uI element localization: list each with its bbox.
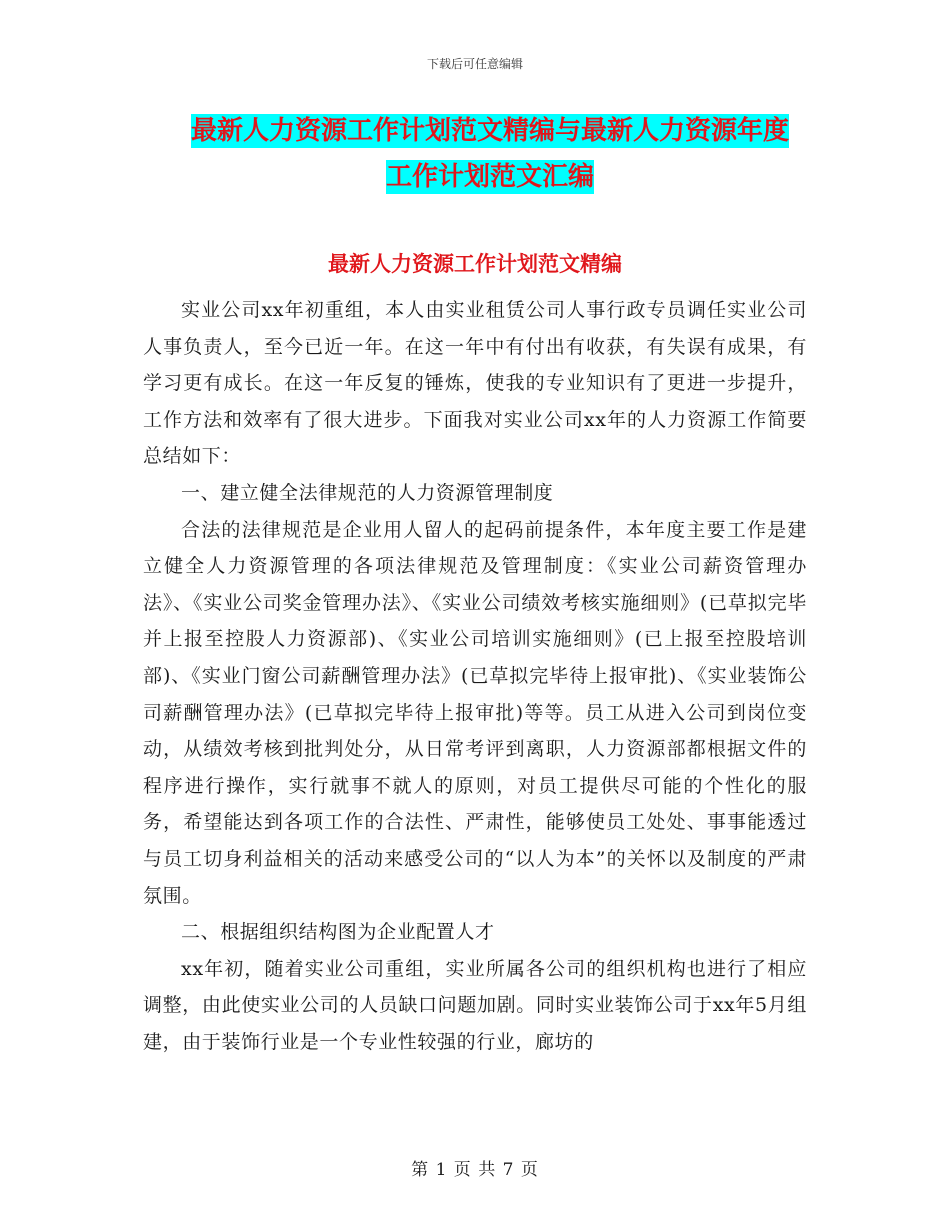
heading-item-1: 一、建立健全法律规范的人力资源管理制度 [181, 481, 554, 504]
document-title-line-2: 工作计划范文汇编 [385, 162, 594, 192]
document-body [143, 292, 807, 1060]
document-title-line-1: 最新人力资源工作计划范文精编与最新人力资源年度 [190, 116, 789, 146]
heading-item-2: 二、根据组织结构图为企业配置人才 [181, 921, 495, 944]
paragraph-item-2: xx年初，随着实业公司重组，实业所属各公司的组织机构也进行了相应调整，由此使实业公司的人员缺口问题加剧。同时实业装饰公司于xx年5月组建，由于装饰行业是一个专业性较强的行业，廊坊的 [143, 957, 807, 1053]
section-title: 最新人力资源工作计划范文精编 [328, 252, 622, 276]
header-note: 下载后可任意编辑 [426, 57, 523, 71]
document-title [140, 108, 840, 200]
paragraph-intro: 实业公司xx年初重组，本人由实业租赁公司人事行政专员调任实业公司人事负责人，至今已近一年。在这一年中有付出有收获，有失误有成果，有学习更有成长。在这一年反复的锤炼，使我的专业知识有了更进一步提升，工作方法和效率有了很大进步。下面我对实业公司xx年的人力资源工作简要总结如下： [143, 299, 807, 468]
paragraph-item-1: 合法的法律规范是企业用人留人的起码前提条件，本年度主要工作是建立健全人力资源管理的各项法律规范及管理制度：《实业公司薪资管理办法》、《实业公司奖金管理办法》、《实业公司绩效考核实施细则》(已草拟完毕并上报至控股人力资源部)、《实业公司培训实施细则》(已上报至控股培训部)、《实业门窗公司薪酬管理办法》(已草拟完毕待上报审批)、《实业装饰公司薪酬管理办法》(已草拟完毕待上报审批)等等。员工从进入公司到岗位变动，从绩效考核到批判处分，从日常考评到离职，人力资源部都根据文件的程序进行操作，实行就事不就人的原则，对员工提供尽可能的个性化的服务，希望能达到各项工作的合法性、严肃性，能够使员工处处、事事能透过与员工切身利益相关的活动来感受公司的“以人为本”的关怀以及制度的严肃氛围。 [143, 518, 807, 907]
page-footer: 第 1 页 共 7 页 [411, 1160, 539, 1180]
